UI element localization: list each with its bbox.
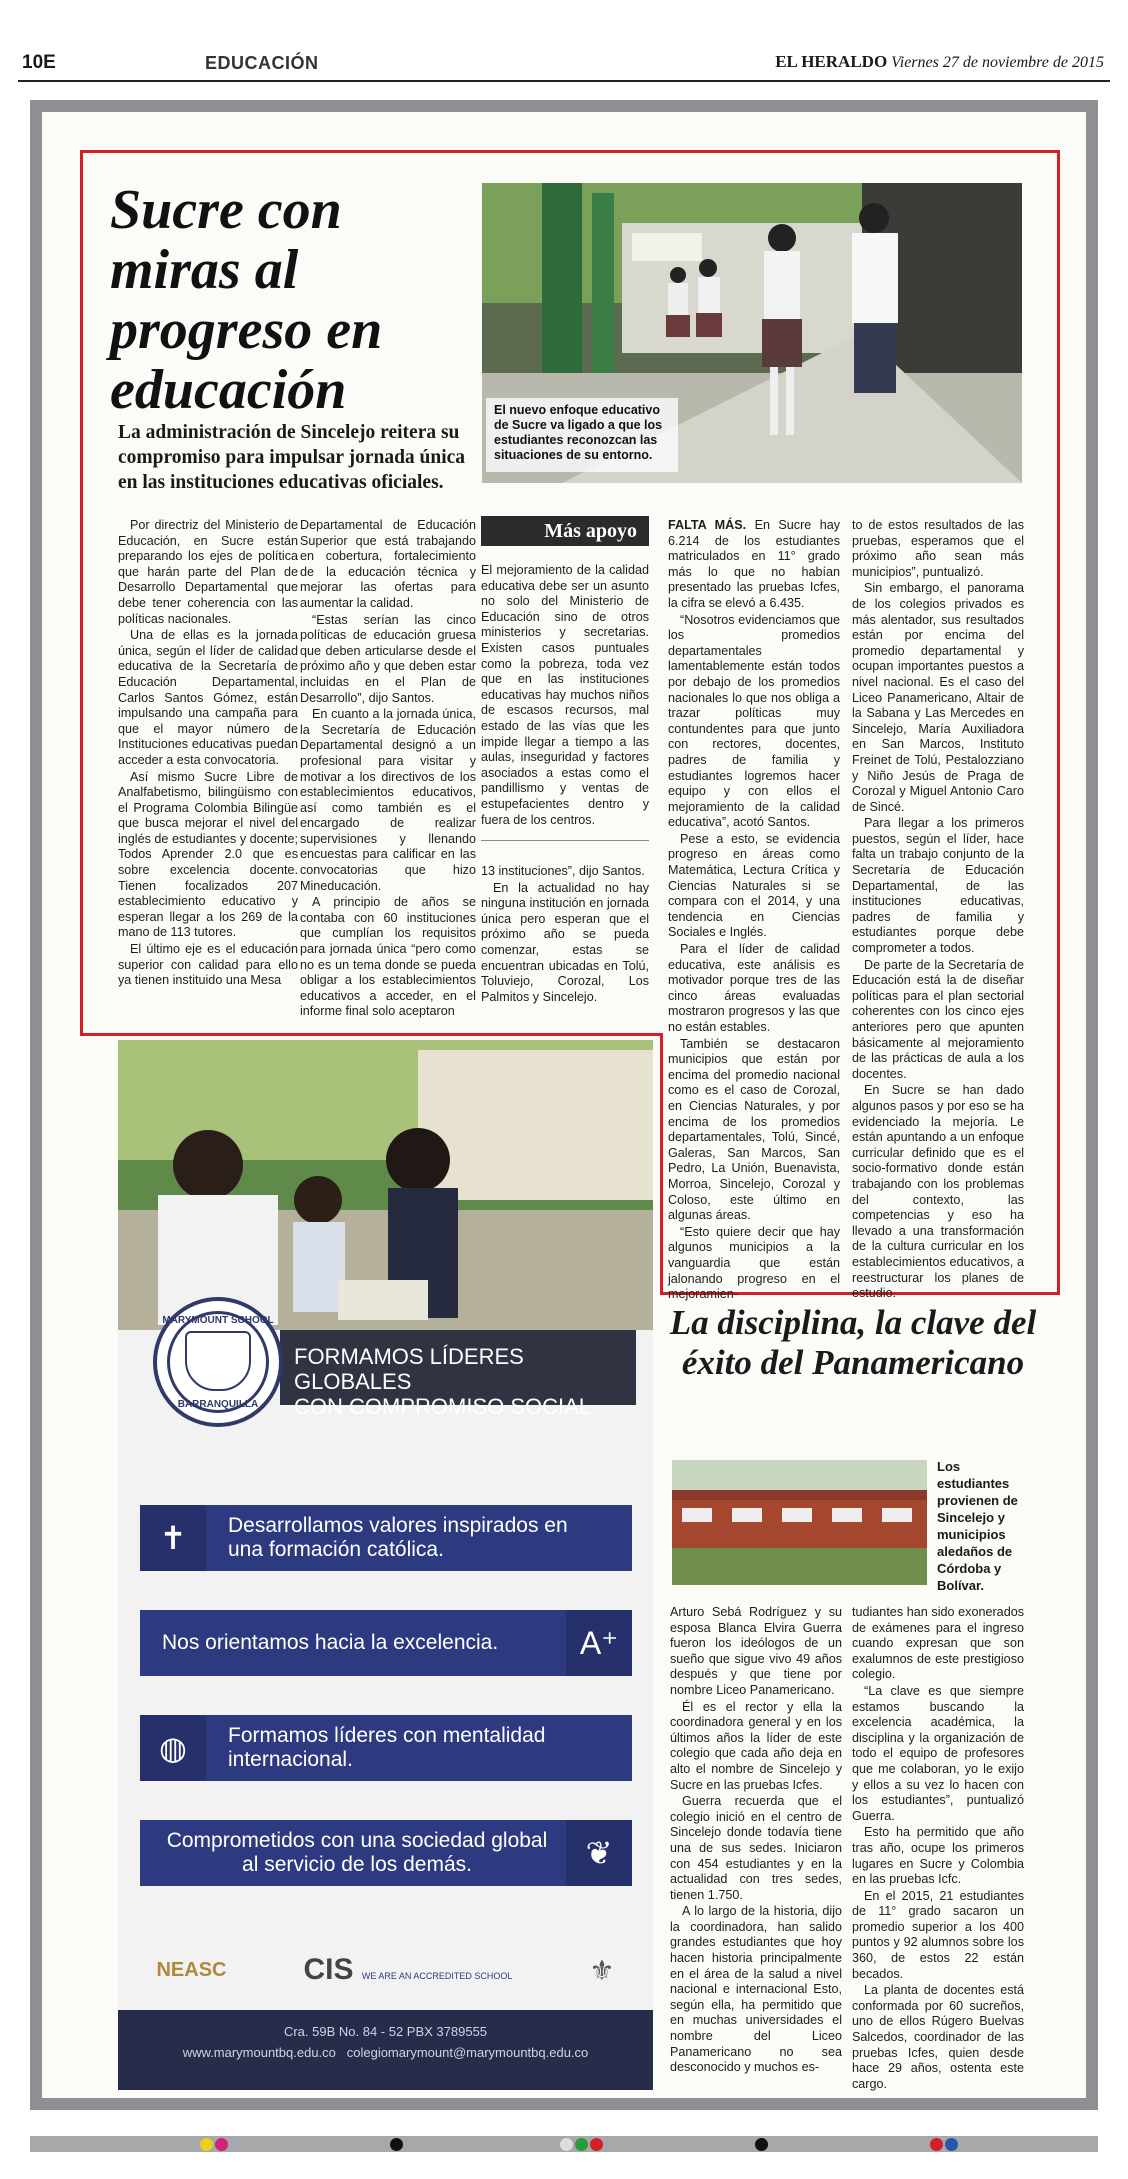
marymount-advertisement xyxy=(118,1040,653,2090)
registration-dot xyxy=(945,2138,958,2151)
cis-logo: CIS WE ARE AN ACCREDITED SCHOOL xyxy=(303,1953,513,1986)
ad-website-link[interactable]: www.marymountbq.edu.co xyxy=(182,2045,336,2060)
paragraph: 13 instituciones”, dijo Santos. xyxy=(481,864,645,878)
ad-banner-line2: CON COMPROMISO SOCIAL xyxy=(294,1394,592,1419)
article2-column-1 xyxy=(670,1605,842,2077)
paragraph: Para el líder de calidad educativa, este análisis es motivador porque tres de las cinco áreas evaluadas mostraron progresos y las que no están estables. xyxy=(668,942,840,1034)
paragraph: También se destacaron municipios que están por encima del promedio nacional como es el caso de Corozal, en Ciencias Naturales, y por encima de los promedios departamentales, Tolú, Sincé, Galeras, San Marcos, San Pedro, La Unión, Buenavista, Morroa, Sincelejo, Corozal y Coloso, este último en algunas áreas. xyxy=(668,1036,840,1223)
ad-banner-line1: FORMAMOS LÍDERES GLOBALES xyxy=(294,1344,524,1394)
ad-contact-footer xyxy=(118,2010,653,2090)
paragraph: En el 2015, 21 estudiantes de 11° grado sacaron un promedio superior a los 400 puntos y 92 alumnos sobre los 360, de estos 22 están becados. xyxy=(852,1888,1024,1981)
registration-dot xyxy=(560,2138,573,2151)
ad-email-link[interactable]: colegiomarymount@marymountbq.edu.co xyxy=(346,2045,589,2060)
accreditation-logos xyxy=(118,1940,653,2000)
article1-photo-caption: El nuevo enfoque educativo de Sucre va ligado a que los estudiantes reconozcan las situaciones de su entorno. xyxy=(494,403,663,462)
paragraph: Arturo Sebá Rodríguez y su esposa Blanca Elvira Guerra fueron los ideólogos de un sueño que sigue vivo 49 años después y que tiene por nombre Liceo Panamericano. xyxy=(670,1605,842,1697)
paragraph: El último eje es el educación superior con calidad para ello ya tienen instituido una Mesa xyxy=(118,942,298,988)
globe-icon: ◍ xyxy=(140,1715,206,1781)
ad-item-society xyxy=(140,1820,632,1886)
ad-item-label: Nos orientamos hacia la excelencia. xyxy=(162,1631,499,1654)
article2-headline: La disciplina, la clave del éxito del Panamericano xyxy=(669,1303,1037,1382)
caring-hands-icon: ❦ xyxy=(566,1820,632,1886)
paragraph: “Esto quiere decir que hay algunos municipios a la vanguardia que están jalonando progreso en el mejoramien- xyxy=(668,1224,840,1302)
article1-headline: Sucre con miras al progreso en educación xyxy=(110,179,383,421)
school-seal-icon: ⚜ xyxy=(589,1954,615,1986)
paragraph: La planta de docentes está conformada por 60 sucreños, uno de ellos Rúgero Buelvas Salcedos, coordinador de las pruebas Icfes, quien desde hace 29 años, ostenta este cargo. xyxy=(852,1983,1024,2091)
sidebar-divider xyxy=(481,840,649,841)
ad-item-values xyxy=(140,1505,632,1571)
registration-dot xyxy=(755,2138,768,2151)
paragraph: Así mismo Sucre Libre de Analfabetismo, bilingüismo con el Programa Colombia Bilingüe que busca mejorar el nivel del inglés de estudiantes y docente; Todos Aprender 2.0 que es sobre excelencia docente. Tienen focalizados 207 establecimiento educativo y esperan llegar a los 269 de la mano de 113 tutores. xyxy=(118,769,298,940)
kicker: FALTA MÁS. xyxy=(668,518,747,532)
cis-accredited-text: WE ARE AN ACCREDITED SCHOOL xyxy=(361,1971,513,1981)
paragraph: Pese a esto, se evidencia progreso en áreas como Matemática, Lectura Crítica y Ciencias Naturales si se compara con el 2014, y una tendencia en Ciencias Sociales e Inglés. xyxy=(668,831,840,940)
issue-date: Viernes 27 de noviembre de 2015 xyxy=(891,54,1104,71)
ad-students-photo xyxy=(118,1040,653,1330)
highlight-box-step xyxy=(80,1033,663,1036)
paragraph: Departamental de Educación Superior que está trabajando en cobertura, fortalecimiento de la educación técnica y mejorar las ofertas para aumentar la calidad. xyxy=(300,518,476,610)
neasc-logo: NEASC xyxy=(156,1958,227,1981)
registration-dot xyxy=(930,2138,943,2151)
ad-item-label: Desarrollamos valores inspirados en una formación católica. xyxy=(228,1514,568,1561)
paragraph: to de estos resultados de las pruebas, esperamos que el próximo año sean más municipios”, puntualizó. xyxy=(852,518,1024,579)
article2-photo-caption: Los estudiantes provienen de Sincelejo y municipios aledaños de Córdoba y Bolívar. xyxy=(937,1459,1018,1593)
sidebar-text: El mejoramiento de la calidad educativa debe ser un asunto no solo del Ministerio de Educación sino de otros ministerios y secretarias. Existen casos puntuales como la pobreza, toda vez que en las instituciones educativas hay muchos niños de escasos recursos, mal estado de las vías que les impide llegar a tiempo a las aulas, inseguridad y factores asociados a estas como el pandillismo y ventas de estupefacientes dentro y fuera de los centros. xyxy=(481,563,649,827)
article1-column-1 xyxy=(118,518,298,990)
article1-column-2 xyxy=(300,518,476,1021)
sidebar-title: Más apoyo xyxy=(481,516,649,546)
paragraph: “Estas serían las cinco políticas de educación gruesa que deben articularse desde el próximo año y que deben estar incluidas en el Plan de Desarrollo”, dijo Santos. xyxy=(300,612,476,705)
paragraph: En Sucre se han dado algunos pasos y por eso se ha evidenciado la mejoría. Le están apuntando a un enfoque curricular definido que es el socio-formativo donde están trabajando con los problemas del contexto, las competencias y eso ha llevado a una transformación de la cultura curricular en los establecimientos educativos, a reestructurar los planes de estudio. xyxy=(852,1083,1024,1301)
paragraph: Por directriz del Ministerio de Educación, en Sucre están preparando los ejes de política que harán parte del Plan de Desarrollo Departamental que debe tener coherencia con las políticas nacionales. xyxy=(118,518,298,626)
ad-banner xyxy=(280,1330,636,1419)
section-title: EDUCACIÓN xyxy=(205,53,319,73)
article1-column-3 xyxy=(481,864,649,1006)
registration-dot xyxy=(215,2138,228,2151)
ad-item-label: Comprometidos con una sociedad global al servicio de los demás. xyxy=(166,1829,548,1876)
paragraph: A principio de años se contaba con 60 instituciones que cumplían los requisitos para jornada única “pero como no es un tema donde se pueda obligar a los establecimientos educativos a acceder, en el informe final solo aceptaron xyxy=(300,895,476,1019)
ad-item-label: Formamos líderes con mentalidad internacional. xyxy=(228,1724,546,1771)
paragraph: En Sucre hay 6.214 de los estudiantes matriculados en 11° grado más lo que no habían presentado las pruebas Icfes, la cifra se elevó a 6.435. xyxy=(668,518,841,610)
registration-dot xyxy=(200,2138,213,2151)
registration-dot xyxy=(575,2138,588,2151)
school-building-image xyxy=(672,1460,927,1585)
ad-item-international xyxy=(140,1715,632,1781)
registration-dot xyxy=(390,2138,403,2151)
paragraph: Para llegar a los primeros puestos, según el líder, hace falta un trabajo conjunto de la Secretaría de Educación Departamental, de las instituciones educativas, padres de familia y estudiantes porque debe comprometer a todos. xyxy=(852,816,1024,956)
paragraph: Sin embargo, el panorama de los colegios privados es más alentador, sus resultados están por encima del promedio departamental y ocupan importantes puestos a nivel nacional. Es el caso del Liceo Panamericano, Altair de la Sabana y Las Mercedes en Sincelejo, María Auxiliadora en San Marcos, Instituto Freinet de Tolú, Pestalozziano y Niño Jesús de Praga de Corozal y Miguel Antonio Caro de Sincé. xyxy=(852,581,1024,814)
paragraph: Guerra recuerda que el colegio inició en el centro de Sincelejo donde todavía tiene una de sus sedes. Iniciaron con 454 estudiantes y en la actualidad con tres sedes, tienen 1.750. xyxy=(670,1794,842,1902)
article1-column-5 xyxy=(852,518,1024,1303)
ad-address: Cra. 59B No. 84 - 52 PBX 3789555 xyxy=(283,2024,488,2039)
paragraph: “La clave es que siempre estamos buscando la excelencia académica, la disciplina y la organización de todo el equipo de profesores que me colaboran, yo le exijo y ellos a su vez lo hacen con los estudiantes”, puntualizó Guerra. xyxy=(852,1683,1024,1823)
header-rule xyxy=(18,80,1110,82)
ad-contacts xyxy=(118,2039,653,2060)
a-plus-icon: A⁺ xyxy=(566,1610,632,1676)
school-crest-logo xyxy=(153,1297,283,1427)
article1-sidebar xyxy=(481,563,649,829)
article1-column-4 xyxy=(668,518,840,1304)
paragraph: tudiantes han sido exonerados de exámenes para el ingreso cuando expresan que son exalumnos de este prestigioso colegio. xyxy=(852,1605,1024,1682)
paragraph: A lo largo de la historia, dijo la coordinadora, han salido grandes estudiantes que hoy hacen historia principalmente en el área de la salud a nivel nacional e internacional Esto, según ella, ha permitido que en muchas universidades el nombre del Liceo Panamericano no sea desconocido y muchos es- xyxy=(670,1904,842,2075)
registration-dot xyxy=(590,2138,603,2151)
paragraph: Una de ellas es la jornada única, según el líder de calidad educativa de la Secretaría de Educación Departamental, Carlos Santos Gómez, están impulsando una campaña para que el mayor número de Instituciones educativas puedan acceder a esta convocatoria. xyxy=(118,628,298,767)
paragraph: En la actualidad no hay ninguna institución en jornada única pero esperan que el próximo año se pueda comenzar, estas se encuentran ubicadas en Tolú, Toluviejo, Corozal, Los Palmitos y Sincelejo. xyxy=(481,880,649,1004)
paragraph: Esto ha permitido que año tras año, ocupe los primeros lugares en Sucre y Colombia en las pruebas Icfc. xyxy=(852,1825,1024,1887)
paragraph: En cuanto a la jornada única, la Secretaría de Educación Departamental designó a un profesional para visitar y motivar a los directivos de los establecimientos educativos, así como también es el encargado de realizar supervisiones y llenando encuestas para calificar en las convocatorias que hizo Mineducación. xyxy=(300,707,476,893)
newspaper-name: EL HERALDO xyxy=(775,52,888,71)
page-number: 10E xyxy=(22,52,56,73)
ad-item-excellence xyxy=(140,1610,632,1676)
paragraph: “Nosotros evidenciamos que los promedios departamentales lamentablemente están todos por debajo de los promedios nacionales lo que nos obliga a trazar políticas muy contundentes para que junto con rectores, docentes, padres de familia y estudiantes logremos hacer equipo y con ellos el mejoramiento de la calidad educativa”, acotó Santos. xyxy=(668,612,840,830)
cross-book-icon: ✝ xyxy=(140,1505,206,1571)
paragraph: Él es el rector y ella la coordinadora general y en los últimos años la líder de este colegio que cada año deja en alto el nombre de Sincelejo y Sucre en las pruebas Icfes. xyxy=(670,1699,842,1792)
crest-school-name: MARYMOUNT SCHOOL xyxy=(162,1315,274,1326)
paragraph: De parte de la Secretaría de Educación está la de diseñar políticas para el plan sectorial coherentes con los cinco ejes anteriores pero que apunten básicamente al mejoramiento de las prácticas de aula a los docentes. xyxy=(852,957,1024,1081)
masthead xyxy=(775,52,1104,72)
crest-city: BARRANQUILLA xyxy=(177,1399,259,1410)
students-reading-image xyxy=(118,1040,653,1330)
article2-column-2 xyxy=(852,1605,1024,2093)
article1-deck: La administración de Sincelejo reitera su compromiso para impulsar jornada única en las instituciones educativas oficiales. xyxy=(118,422,466,493)
article2-photo xyxy=(672,1460,927,1585)
